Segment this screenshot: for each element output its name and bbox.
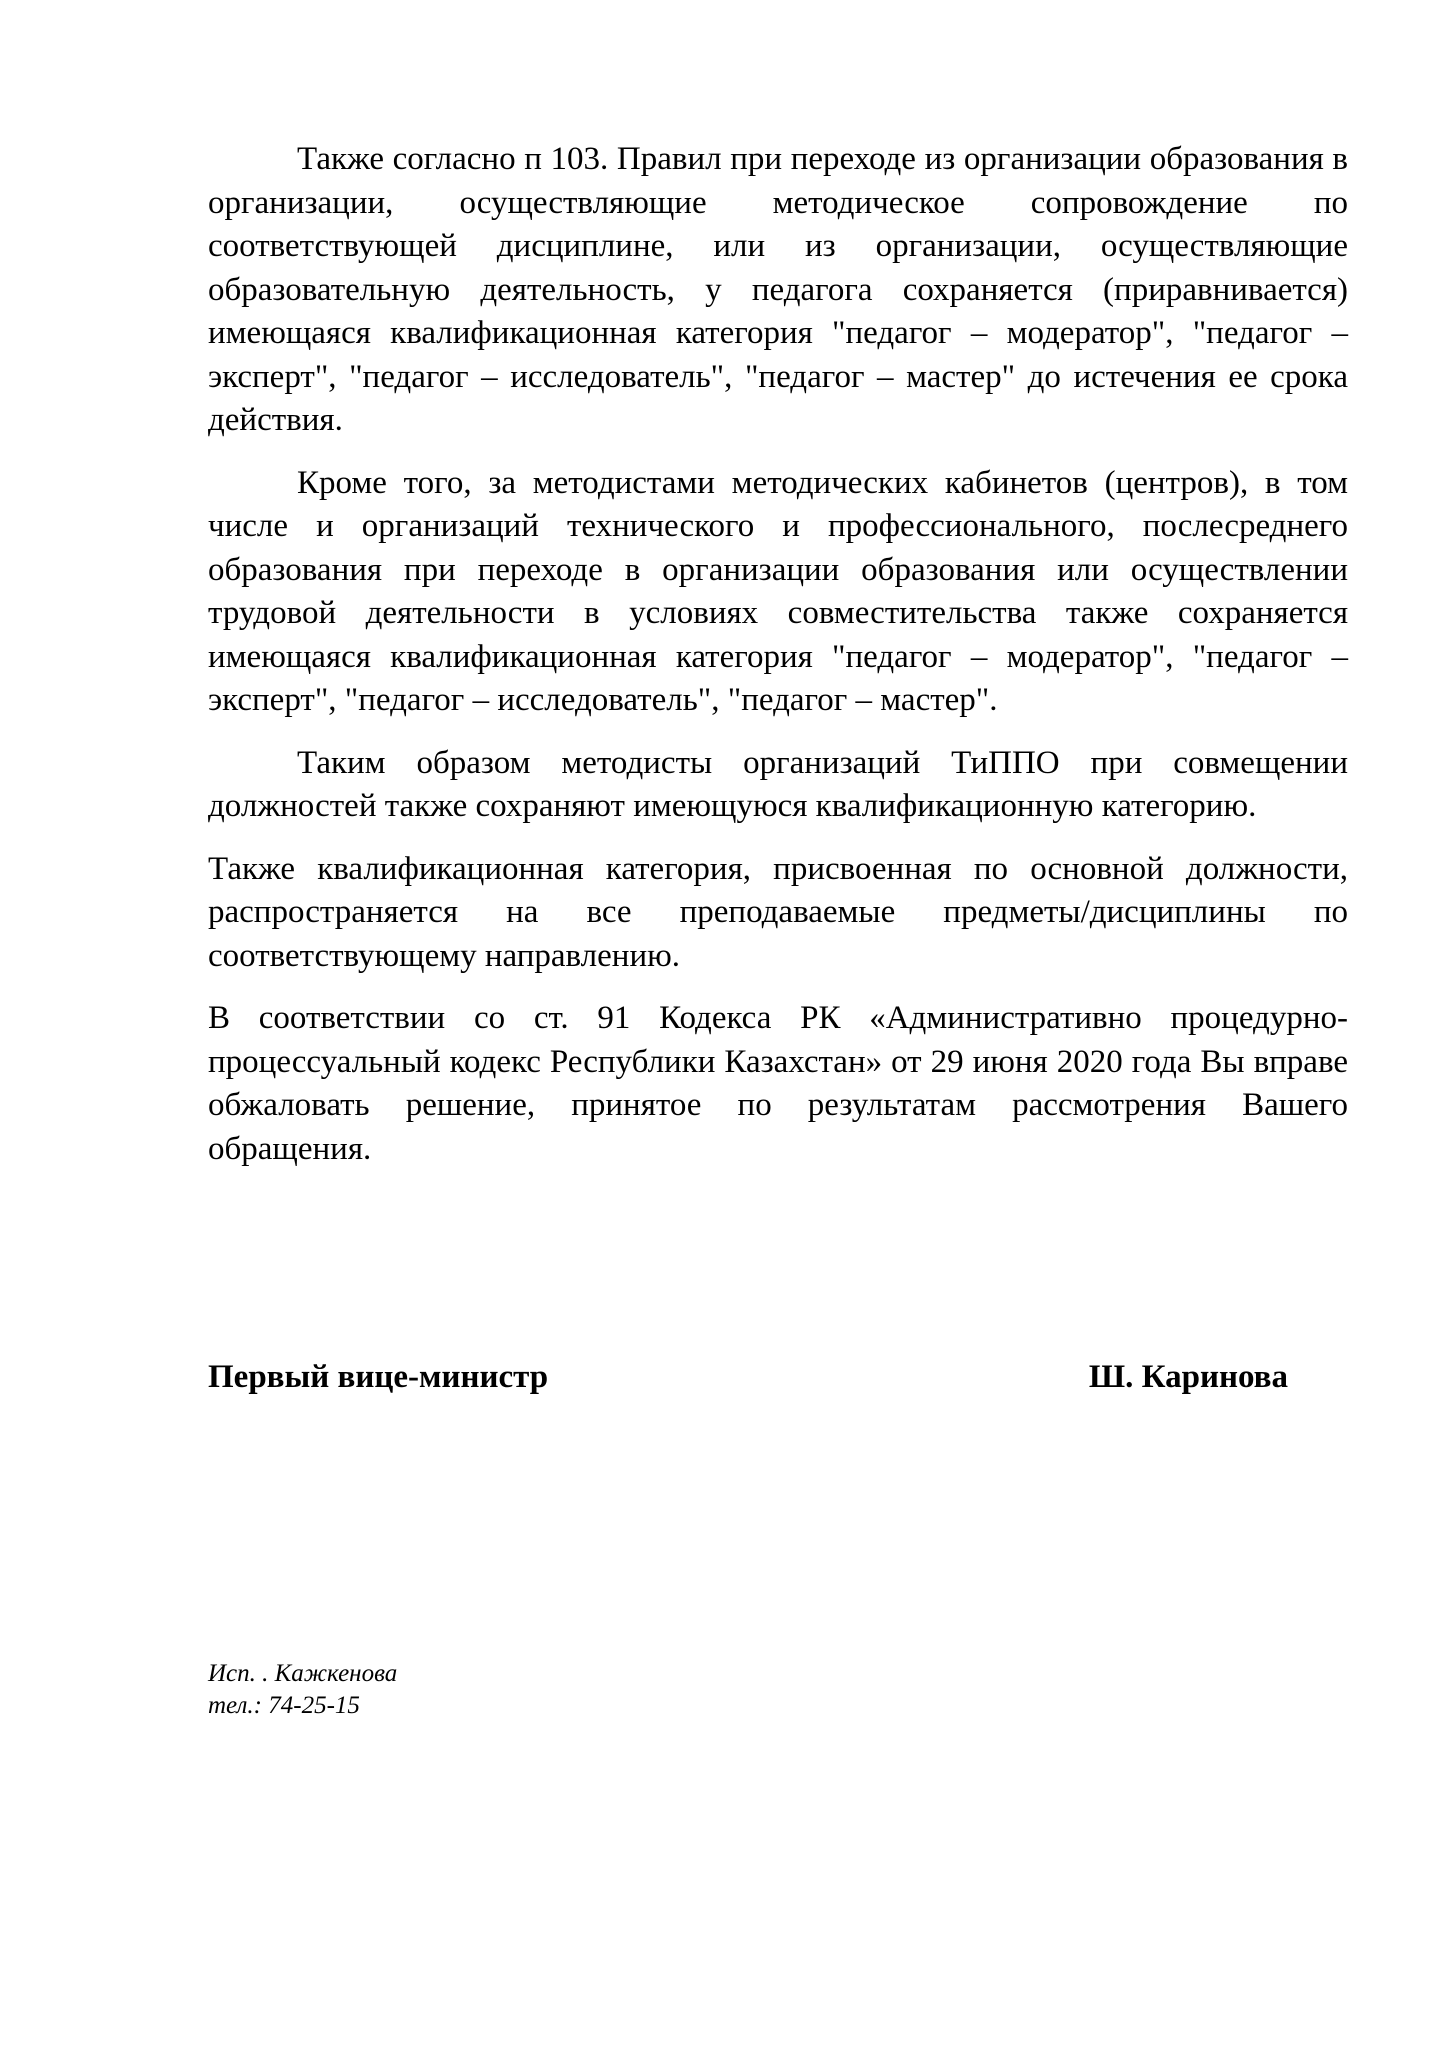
signatory-name: Ш. Каринова [1088, 1359, 1288, 1395]
letter-body [208, 138, 1348, 1190]
signatory-title: Первый вице-министр [208, 1359, 549, 1395]
paragraph-tippo: Таким образом методисты организаций ТиППО при совмещении должностей также сохраняют имеющуюся квалификационную категорию. [208, 744, 1348, 824]
executor-info [208, 1658, 397, 1722]
executor-name: Исп. . Кажкенова [208, 1660, 398, 1687]
executor-phone: тел.: 74-25-15 [208, 1692, 360, 1719]
paragraph-category-scope: Также квалификационная категория, присвоенная по основной должности, распространяется на все преподаваемые предметы/дисциплины по соответствующему направлению. [208, 850, 1348, 974]
paragraph-appeal-right: В соответствии со ст. 91 Кодекса РК «Административно процедурно-процессуальный кодекс Республики Казахстан» от 29 июня 2020 года Вы вправе обжаловать решение, принятое по результатам рассмотрения Вашего обращения. [208, 1000, 1348, 1167]
paragraph-methodists: Кроме того, за методистами методических кабинетов (центров), в том числе и организаций технического и профессионального, послесреднего образования при переходе в организации образования или осуществлении трудовой деятельности в условиях совместительства также сохраняется имеющаяся квалификационная категория "педагог – модератор", "педагог – эксперт", "педагог – исследователь", "педагог – мастер". [208, 464, 1348, 718]
paragraph-rules-103: Также согласно п 103. Правил при переходе из организации образования в организации, осуществляющие методическое сопровождение по соответствующей дисциплине, или из организации, осуществляющие образовательную деятельность, у педагога сохраняется (приравнивается) имеющаяся квалификационная категория "педагог – модератор", "педагог – эксперт", "педагог – исследователь", "педагог – мастер" до истечения ее срока действия. [208, 141, 1348, 438]
